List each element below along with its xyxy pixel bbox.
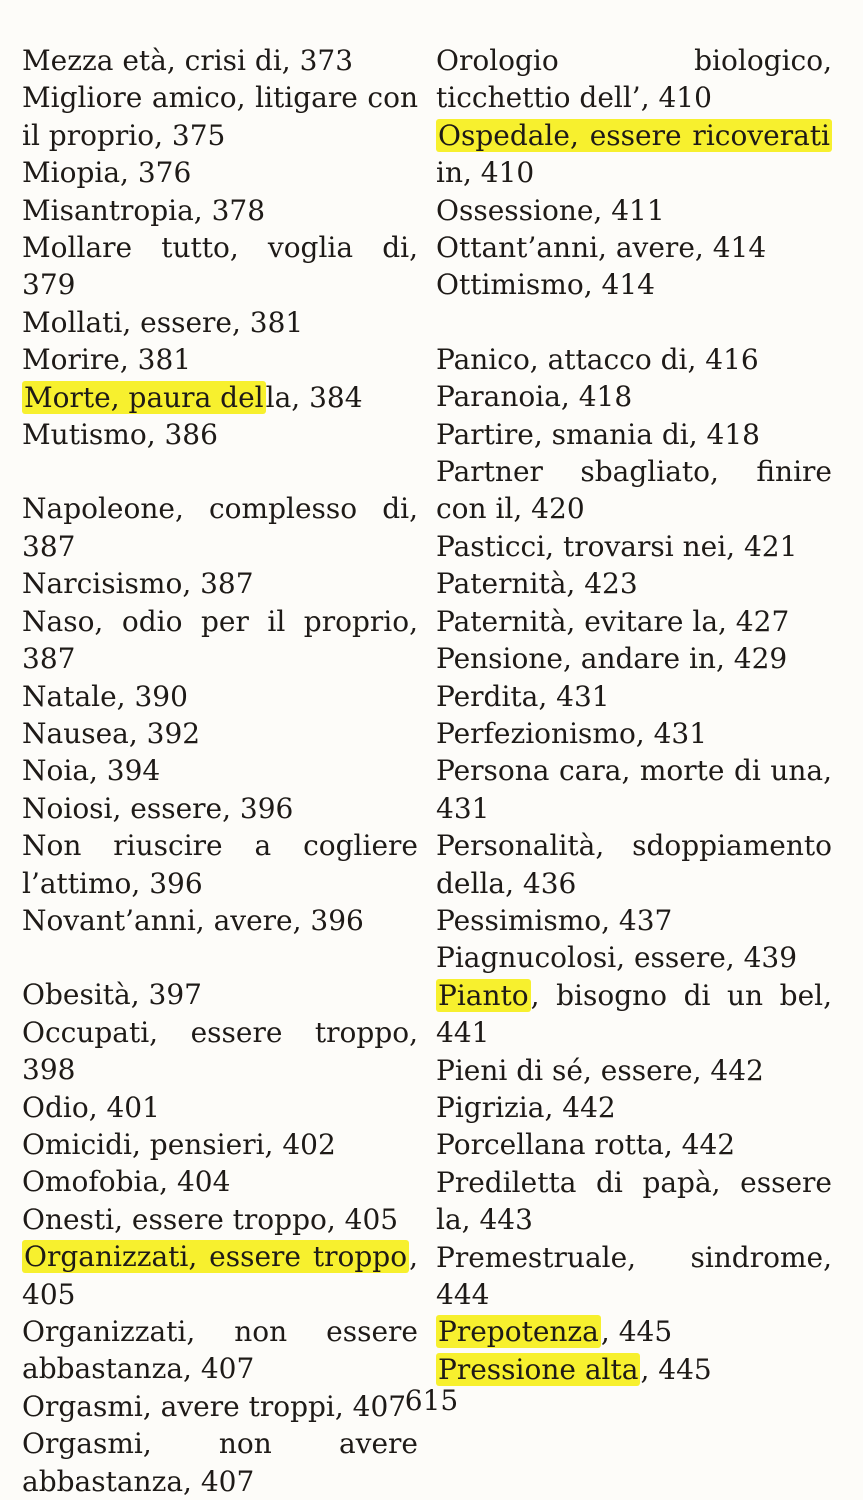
index-entry: Perfezionismo, 431: [436, 716, 708, 750]
index-entry: Ottimismo, 414: [436, 268, 655, 302]
index-entry: Natale, 390: [22, 679, 188, 713]
index-entry: Pensione, andare in, 429: [436, 642, 788, 676]
index-entry: Misantropia, 378: [22, 193, 266, 227]
index-entry: Noia, 394: [22, 754, 161, 788]
index-column-left: [22, 42, 418, 1500]
index-column-right: [436, 42, 832, 1388]
index-entry: Orgasmi, avere troppi, 407: [22, 1389, 407, 1423]
index-entry: Omicidi, pensieri, 402: [22, 1127, 336, 1161]
index-entry: Personalità, sdoppiamento della, 436: [436, 829, 832, 900]
index-entry: Paternità, 423: [436, 567, 638, 601]
index-entry: Organizzati, non essere abbastanza, 407: [22, 1315, 418, 1386]
highlighted-text: Pianto: [438, 978, 529, 1012]
index-entry: Partner sbagliato, finire con il, 420: [436, 455, 832, 526]
index-entry: Paranoia, 418: [436, 380, 633, 414]
index-entry: Organizzati, essere troppo, 405: [22, 1240, 418, 1311]
highlighted-text: Organizzati, essere troppo: [24, 1240, 408, 1274]
index-entry: Partire, smania di, 418: [436, 417, 760, 451]
index-entry: Premestruale, sindrome, 444: [436, 1240, 832, 1311]
index-entry: Obesità, 397: [22, 978, 202, 1012]
index-entry: Pressione alta, 445: [438, 1352, 712, 1386]
index-entry: Ottant’anni, avere, 414: [436, 231, 767, 265]
highlighted-text: Ospedale, essere ricoverati: [438, 118, 830, 152]
index-entry: Occupati, essere troppo, 398: [22, 1015, 418, 1087]
index-entry: Porcellana rotta, 442: [436, 1128, 736, 1162]
section-gap: [22, 453, 418, 490]
index-entry: Prepotenza, 445: [438, 1315, 673, 1349]
index-entry: Non riuscire a cogliere l’attimo, 396: [22, 829, 418, 900]
index-entry: Panico, attacco di, 416: [436, 342, 759, 376]
index-entry: Ospedale, essere ricoverati in, 410: [436, 118, 830, 190]
index-entry: Mutismo, 386: [22, 418, 218, 452]
index-entry: Pessimismo, 437: [436, 903, 673, 937]
index-entry: Prediletta di papà, essere la, 443: [436, 1165, 832, 1237]
index-entry: Paternità, evitare la, 427: [436, 604, 790, 638]
index-entry: Pianto, bisogno di un bel, 441: [436, 978, 832, 1050]
section-gap: [436, 304, 832, 341]
index-entry: Omofobia, 404: [22, 1165, 231, 1199]
index-entry: Persona cara, morte di una, 431: [436, 754, 832, 825]
index-entry: Naso, odio per il proprio, 387: [22, 604, 418, 676]
index-entry: Pasticci, trovarsi nei, 421: [436, 529, 798, 563]
highlighted-text: Morte, paura del: [24, 380, 264, 414]
index-entry: Perdita, 431: [436, 679, 610, 713]
index-entry: Nausea, 392: [22, 716, 201, 750]
index-entry: Miopia, 376: [22, 156, 192, 190]
index-entry: Mezza età, crisi di, 373: [22, 44, 354, 77]
index-entry: Migliore amico, litigare con il proprio, 375: [22, 81, 418, 152]
index-entry: Morire, 381: [22, 343, 192, 377]
index-entry: Mollare tutto, voglia di, 379: [22, 231, 418, 302]
page-number: 615: [404, 1384, 459, 1417]
highlighted-text: Pressione alta: [438, 1352, 639, 1386]
index-entry: Piagnucolosi, essere, 439: [436, 941, 798, 975]
index-entry: Pigrizia, 442: [436, 1090, 616, 1124]
index-entry: Pieni di sé, essere, 442: [436, 1053, 764, 1087]
section-gap: [22, 939, 418, 976]
index-entry: Mollati, essere, 381: [22, 305, 304, 339]
index-entry: Ossessione, 411: [436, 193, 665, 227]
index-entry: Onesti, essere troppo, 405: [22, 1202, 399, 1236]
index-entry: Morte, paura della, 384: [24, 380, 363, 414]
index-entry: Novant’anni, avere, 396: [22, 903, 364, 937]
index-entry: Napoleone, complesso di, 387: [22, 492, 418, 563]
highlighted-text: Prepotenza: [438, 1315, 599, 1349]
index-entry: Noiosi, essere, 396: [22, 791, 294, 825]
index-entry: Odio, 401: [22, 1090, 160, 1124]
index-entry: Orologio biologico, ticchettio dell’, 410: [436, 44, 832, 115]
index-entry: Orgasmi, non avere abbastanza, 407: [22, 1427, 418, 1498]
index-entry: Narcisismo, 387: [22, 567, 254, 601]
